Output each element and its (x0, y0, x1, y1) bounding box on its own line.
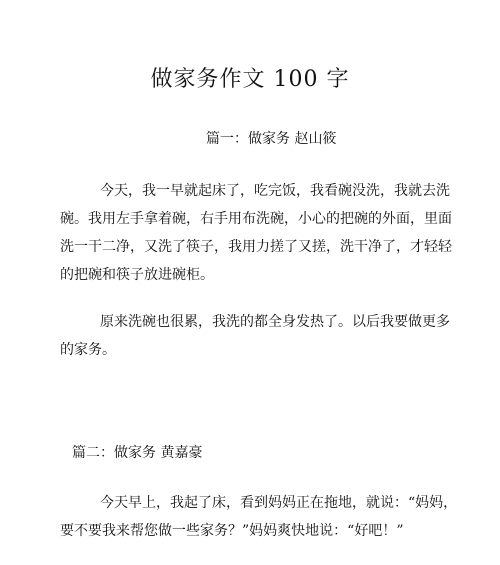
paragraph-line: 要不要我来帮您做一些家务？”妈妈爽快地说：“好吧！” (60, 523, 404, 539)
paragraph-line: 的把碗和筷子放进碗柜。 (60, 267, 214, 283)
paragraph-line: 碗。我用左手拿着碗，右手用布洗碗，小心的把碗的外面，里面 (60, 211, 452, 227)
paragraph-line: 的家务。 (60, 342, 116, 358)
paragraph-line: 今天，我一早就起床了，吃完饭，我看碗没洗，我就去洗 (100, 183, 450, 199)
paragraph-line: 原来洗碗也很累，我洗的都全身发热了。以后我要做更多 (100, 314, 450, 330)
section-1-paragraph-1 (60, 177, 450, 289)
paragraph-line: 洗一干二净，又洗了筷子，我用力搓了又搓，洗干净了，才轻轻 (60, 239, 452, 255)
section-2-paragraph-1 (60, 489, 458, 545)
section-1-heading: 篇一：做家务 赵山筱 (206, 131, 337, 147)
paragraph-line: 今天早上，我起了床，看到妈妈正在拖地，就说：“妈妈， (100, 495, 458, 511)
section-2-heading: 篇二：做家务 黄嘉豪 (72, 445, 203, 461)
document-title: 做家务作文 100 字 (150, 67, 350, 92)
section-1-paragraph-2 (60, 308, 450, 364)
